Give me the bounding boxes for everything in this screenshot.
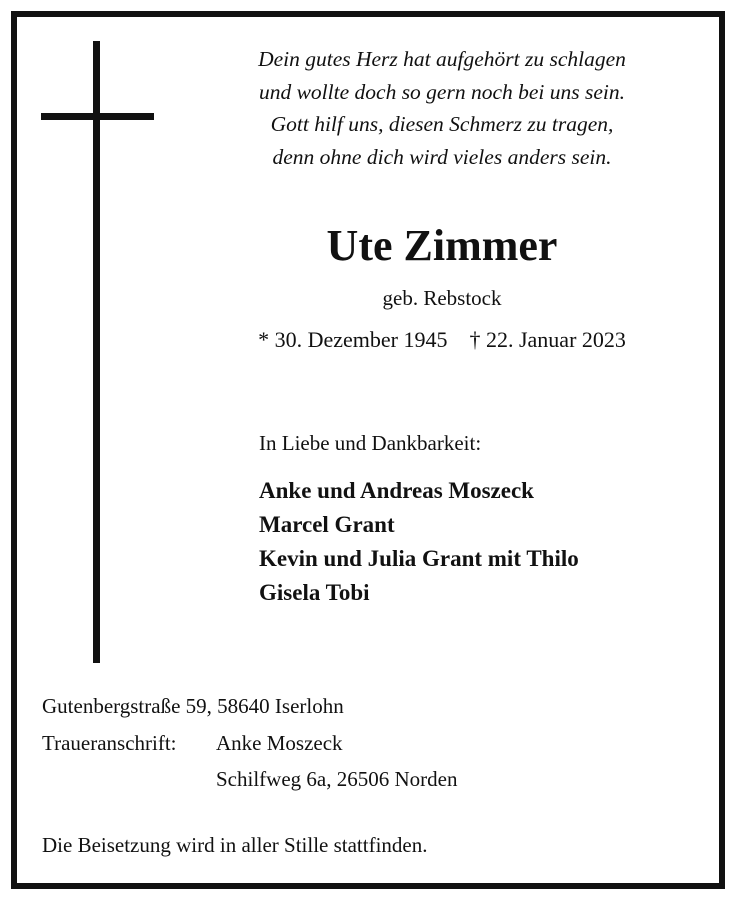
poem-line: Dein gutes Herz hat aufgehört zu schlagen [258,47,626,71]
mourning-address-row [42,725,457,762]
deceased-name: Ute Zimmer [326,221,558,270]
poem-line: denn ohne dich wird vieles anders sein. [272,145,612,170]
poem-line: und wollte doch so gern noch bei uns sein. [258,79,626,104]
mourners-intro: In Liebe und Dankbarkeit: [259,431,482,455]
death-date: † 22. Januar 2023 [469,327,626,352]
mourning-address-name: Anke Moszeck [216,730,343,755]
cross-horizontal-bar [41,113,154,120]
home-address: Gutenbergstraße 59, 58640 Iserlohn [42,694,344,718]
poem-line: Gott hilf uns, diesen Schmerz zu tragen, [270,112,614,137]
life-dates [200,325,684,355]
maiden-name: geb. Rebstock [382,286,502,310]
mourner-name: Anke und Andreas Moszeck [259,478,534,503]
burial-notice: Die Beisetzung wird in aller Stille stattfinden. [42,833,428,857]
birth-date: * 30. Dezember 1945 [258,327,448,352]
memorial-poem [210,43,674,174]
address-block [42,688,457,798]
mourning-address-street-row [42,761,457,798]
mourner-name: Gisela Tobi [259,580,370,605]
mourning-address-street: Schilfweg 6a, 26506 Norden [216,767,458,791]
mourning-address-label: Traueranschrift: [42,730,177,755]
mourner-name: Kevin und Julia Grant mit Thilo [259,546,579,571]
cross-vertical-bar [93,41,100,663]
mourner-name: Marcel Grant [259,512,395,537]
mourners-list [259,474,579,610]
